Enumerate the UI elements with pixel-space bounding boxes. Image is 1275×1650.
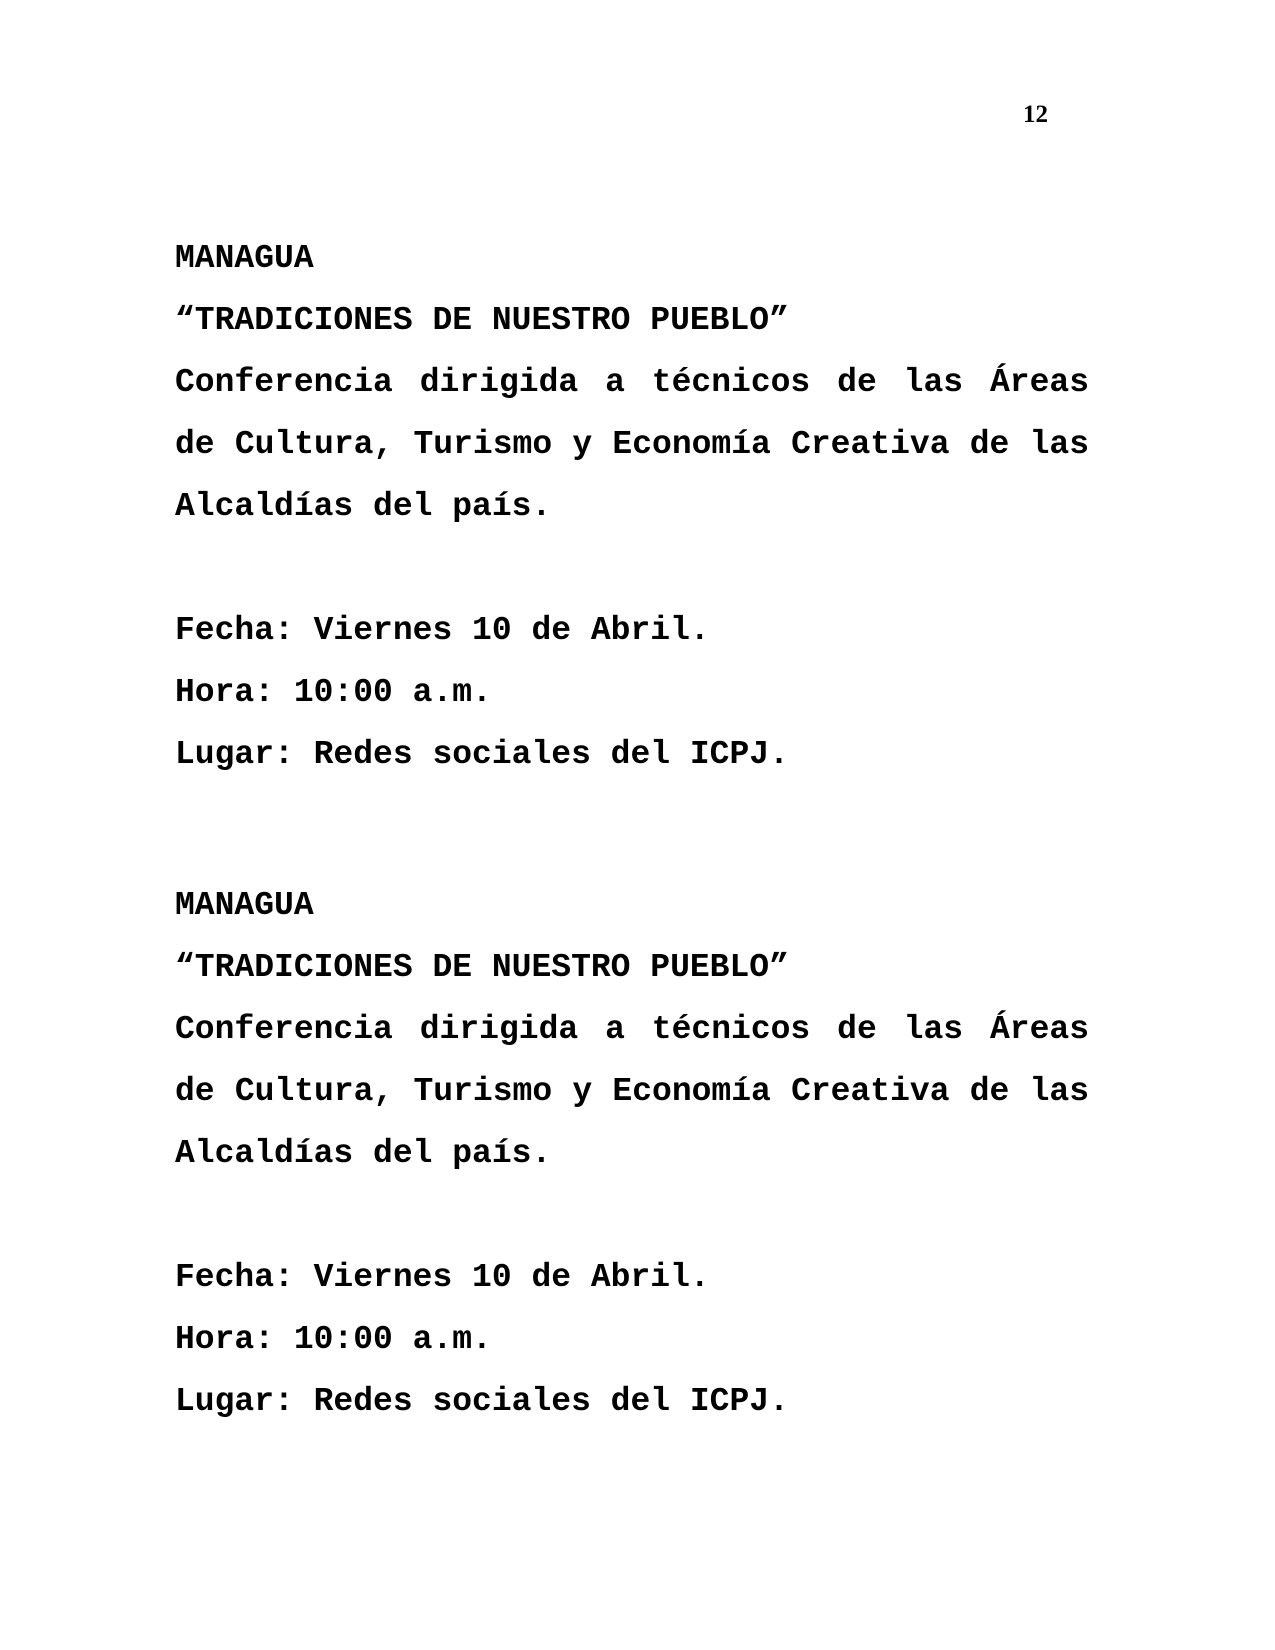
announcement-time: Hora: 10:00 a.m.	[175, 674, 492, 711]
announcement-details	[175, 600, 1089, 786]
announcement-title: “TRADICIONES DE NUESTRO PUEBLO”	[175, 302, 789, 339]
announcement-date: Fecha: Viernes 10 de Abril.	[175, 612, 710, 649]
announcement-time: Hora: 10:00 a.m.	[175, 1321, 492, 1358]
announcement-2	[175, 875, 1089, 1433]
announcement-title: “TRADICIONES DE NUESTRO PUEBLO”	[175, 949, 789, 986]
announcement-date: Fecha: Viernes 10 de Abril.	[175, 1259, 710, 1296]
announcement-city: MANAGUA	[175, 887, 314, 924]
announcement-city: MANAGUA	[175, 240, 314, 277]
announcement-1	[175, 228, 1089, 786]
announcement-description: Conferencia dirigida a técnicos de las Áreas de Cultura, Turismo y Economía Creativa de las Alcaldías del país.	[175, 1011, 1089, 1172]
announcement-details	[175, 1247, 1089, 1433]
announcement-place: Lugar: Redes sociales del ICPJ.	[175, 1383, 789, 1420]
announcement-description: Conferencia dirigida a técnicos de las Áreas de Cultura, Turismo y Economía Creativa de las Alcaldías del país.	[175, 364, 1089, 525]
announcement-place: Lugar: Redes sociales del ICPJ.	[175, 736, 789, 773]
page-number: 12	[1023, 101, 1048, 128]
